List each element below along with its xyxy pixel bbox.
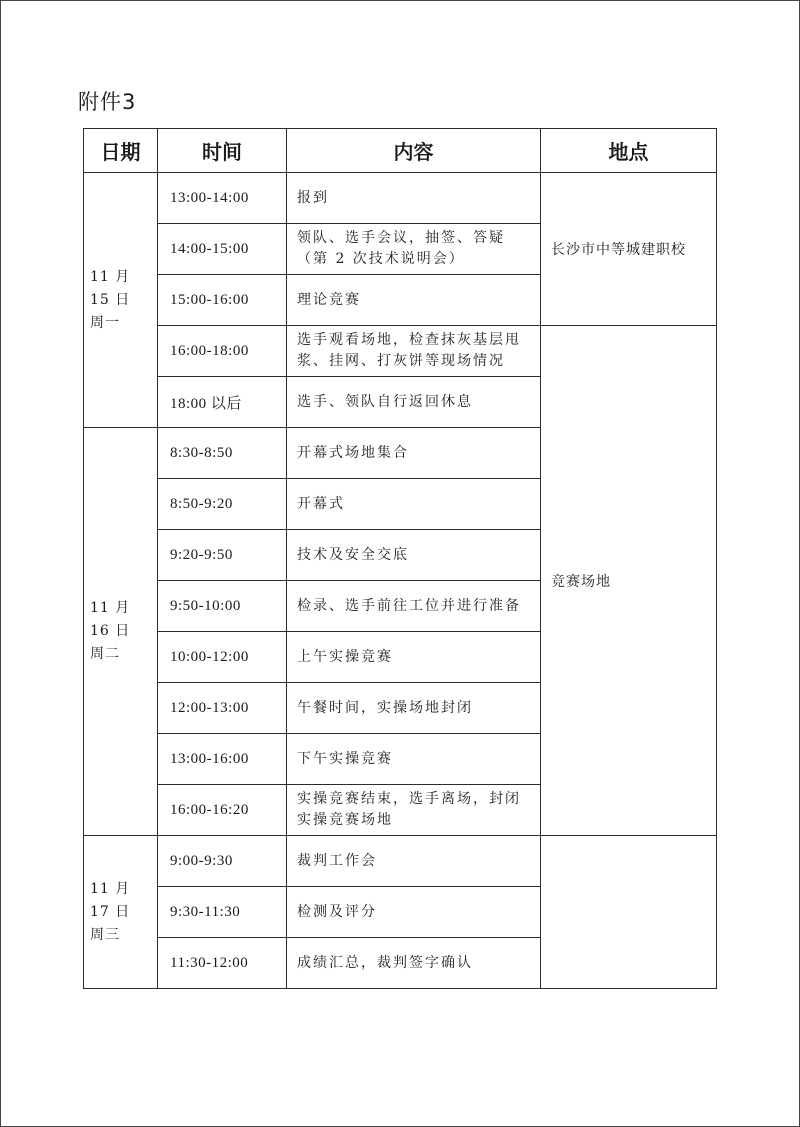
time-cell: 9:00-9:30: [158, 836, 287, 887]
time-cell: 16:00-16:20: [158, 785, 287, 836]
content-cell: 技术及安全交底: [287, 530, 541, 581]
attachment-label: 附件3: [78, 90, 137, 114]
content-cell: 检录、选手前往工位并进行准备: [287, 581, 541, 632]
content-cell: 检测及评分: [287, 887, 541, 938]
time-cell: 15:00-16:00: [158, 275, 287, 326]
place-cell-day3: [541, 836, 717, 989]
date-cell-day3: 11 月 17 日 周三: [84, 836, 158, 989]
place-cell-venue: 竞赛场地: [541, 326, 717, 836]
time-cell: 8:50-9:20: [158, 479, 287, 530]
header-place: 地点: [541, 129, 717, 173]
content-cell: 开幕式: [287, 479, 541, 530]
header-row: [84, 129, 717, 173]
table-row: [84, 173, 717, 224]
content-cell: 领队、选手会议，抽签、答疑（第 2 次技术说明会）: [287, 224, 541, 275]
header-date: 日期: [84, 129, 158, 173]
table-row: [84, 836, 717, 887]
content-cell: 下午实操竞赛: [287, 734, 541, 785]
content-cell: 成绩汇总，裁判签字确认: [287, 938, 541, 989]
time-cell: 9:50-10:00: [158, 581, 287, 632]
time-cell: 13:00-14:00: [158, 173, 287, 224]
table-row: [84, 326, 717, 377]
content-cell: 开幕式场地集合: [287, 428, 541, 479]
content-cell: 报到: [287, 173, 541, 224]
header-content: 内容: [287, 129, 541, 173]
content-cell: 理论竞赛: [287, 275, 541, 326]
time-cell: 9:20-9:50: [158, 530, 287, 581]
date-cell-day1: 11 月 15 日 周一: [84, 173, 158, 428]
time-cell: 13:00-16:00: [158, 734, 287, 785]
time-cell: 9:30-11:30: [158, 887, 287, 938]
time-cell: 12:00-13:00: [158, 683, 287, 734]
time-cell: 16:00-18:00: [158, 326, 287, 377]
content-cell: 实操竞赛结束，选手离场，封闭实操竞赛场地: [287, 785, 541, 836]
content-cell: 裁判工作会: [287, 836, 541, 887]
content-cell: 选手观看场地，检查抹灰基层甩浆、挂网、打灰饼等现场情况: [287, 326, 541, 377]
content-cell: 上午实操竞赛: [287, 632, 541, 683]
time-cell: 11:30-12:00: [158, 938, 287, 989]
date-cell-day2: 11 月 16 日 周二: [84, 428, 158, 836]
time-cell: 14:00-15:00: [158, 224, 287, 275]
header-time: 时间: [158, 129, 287, 173]
time-cell: 10:00-12:00: [158, 632, 287, 683]
place-cell-school: 长沙市中等城建职校: [541, 173, 717, 326]
content-cell: 午餐时间，实操场地封闭: [287, 683, 541, 734]
content-cell: 选手、领队自行返回休息: [287, 377, 541, 428]
time-cell: 8:30-8:50: [158, 428, 287, 479]
time-cell: 18:00 以后: [158, 377, 287, 428]
schedule-table: [83, 128, 717, 989]
